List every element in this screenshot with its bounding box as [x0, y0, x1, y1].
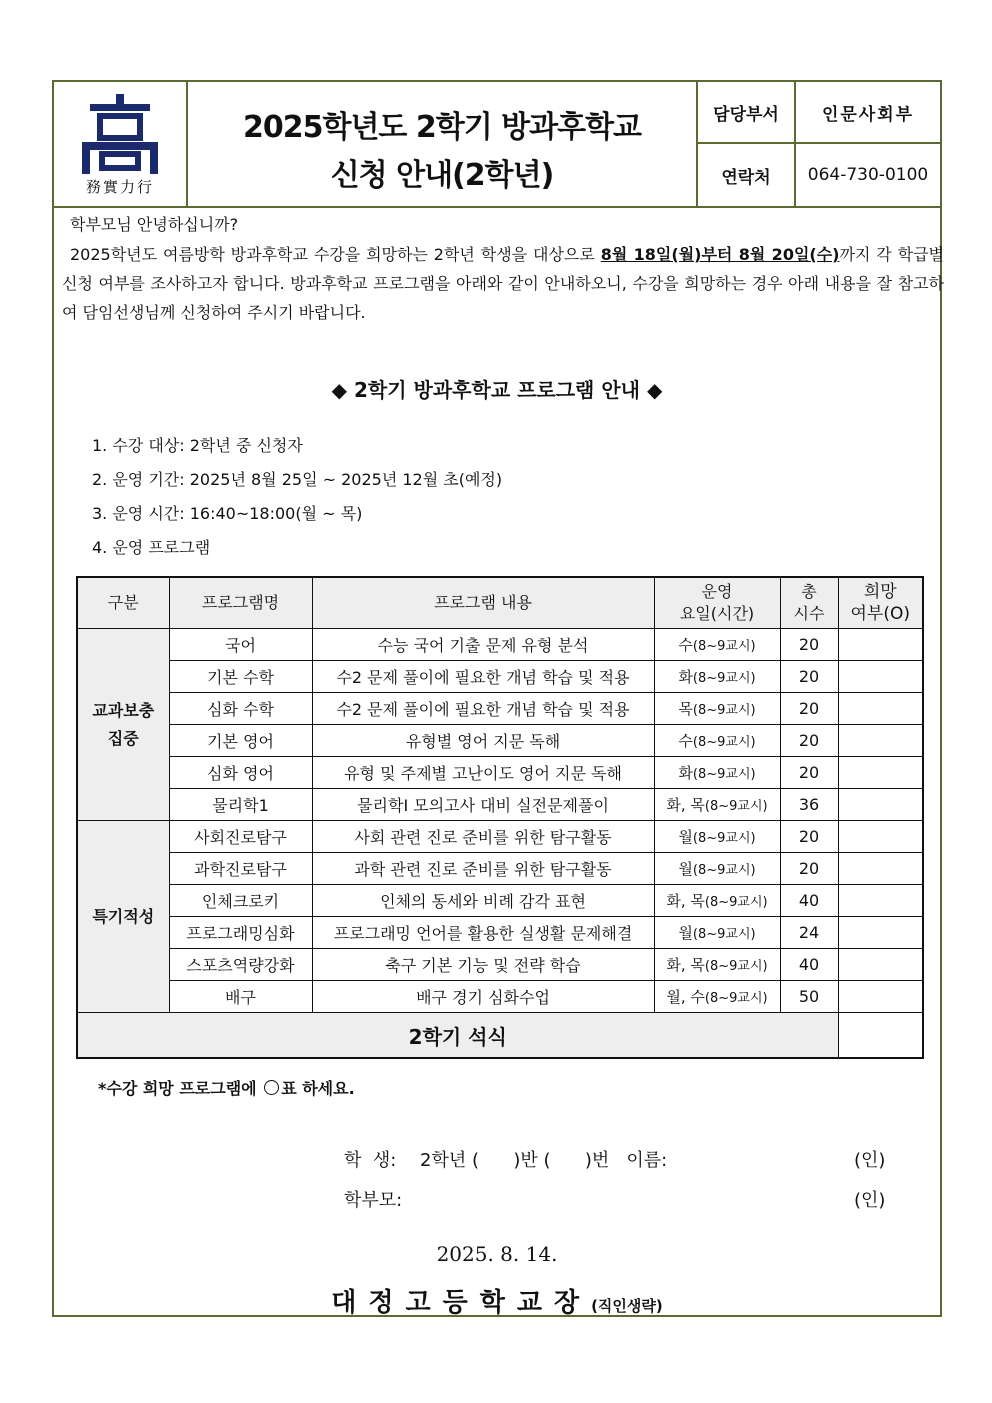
document-frame	[52, 80, 942, 1317]
program-day: 수(8~9교시)	[654, 725, 780, 757]
program-content: 과학 관련 진로 준비를 위한 탐구활동	[312, 853, 654, 885]
header-category: 구분	[77, 577, 169, 629]
table-header-row	[77, 577, 923, 629]
hope-checkbox[interactable]	[838, 661, 923, 693]
program-day: 월(8~9교시)	[654, 821, 780, 853]
program-day: 화, 목(8~9교시)	[654, 949, 780, 981]
table-row	[77, 885, 923, 917]
table-row	[77, 789, 923, 821]
dept-value: 인문사회부	[796, 82, 940, 144]
program-name: 물리학1	[169, 789, 312, 821]
program-name: 심화 수학	[169, 693, 312, 725]
table-row	[77, 949, 923, 981]
program-name: 인체크로키	[169, 885, 312, 917]
table-row	[77, 981, 923, 1013]
program-name: 과학진로탐구	[169, 853, 312, 885]
program-name: 심화 영어	[169, 757, 312, 789]
program-name: 스포츠역량강화	[169, 949, 312, 981]
list-item: 4. 운영 프로그램	[92, 538, 211, 557]
title-cell	[188, 82, 698, 206]
hope-checkbox[interactable]	[838, 917, 923, 949]
header-hope: 희망 여부(O)	[838, 577, 923, 629]
greeting: 학부모님 안녕하십니까?	[70, 215, 239, 234]
program-name: 국어	[169, 629, 312, 661]
program-content: 유형별 영어 지문 독해	[312, 725, 654, 757]
student-sign-line	[344, 1146, 667, 1172]
instruction-note: *수강 희망 프로그램에 표 하세요.	[98, 1079, 355, 1098]
hope-checkbox[interactable]	[838, 1013, 923, 1059]
hope-checkbox[interactable]	[838, 853, 923, 885]
program-hours: 40	[780, 885, 838, 917]
program-hours: 50	[780, 981, 838, 1013]
program-content: 유형 및 주제별 고난이도 영어 지문 독해	[312, 757, 654, 789]
parent-seal: (인)	[854, 1190, 886, 1211]
program-hours: 20	[780, 725, 838, 757]
contact-label: 연락처	[698, 144, 796, 206]
table-row	[77, 821, 923, 853]
program-name: 기본 수학	[169, 661, 312, 693]
program-hours: 20	[780, 661, 838, 693]
program-hours: 20	[780, 629, 838, 661]
program-day: 화(8~9교시)	[654, 661, 780, 693]
program-day: 월(8~9교시)	[654, 853, 780, 885]
seal-omitted: (직인생략)	[591, 1297, 663, 1315]
intro-paragraph	[62, 240, 944, 327]
header-day: 운영 요일(시간)	[654, 577, 780, 629]
program-content: 수능 국어 기출 문제 유형 분석	[312, 629, 654, 661]
program-name: 배구	[169, 981, 312, 1013]
dept-label: 담당부서	[698, 82, 796, 144]
program-name: 사회진로탐구	[169, 821, 312, 853]
list-item: 2. 운영 기간: 2025년 8월 25일 ~ 2025년 12월 초(예정)	[92, 470, 503, 489]
student-fill[interactable]: 2학년 ( )반 ( )번 이름:	[420, 1150, 668, 1171]
table-row	[77, 661, 923, 693]
program-hours: 40	[780, 949, 838, 981]
header-content: 프로그램 내용	[312, 577, 654, 629]
table-row	[77, 757, 923, 789]
header-hours: 총 시수	[780, 577, 838, 629]
hope-checkbox[interactable]	[838, 725, 923, 757]
hope-checkbox[interactable]	[838, 629, 923, 661]
program-day: 화(8~9교시)	[654, 757, 780, 789]
dinner-label: 2학기 석식	[77, 1013, 838, 1059]
hope-checkbox[interactable]	[838, 981, 923, 1013]
intro-text-1: 2025학년도 여름방학 방과후학교 수강을 희망하는 2학년 학생을 대상으로	[70, 245, 601, 264]
program-hours: 20	[780, 821, 838, 853]
program-content: 물리학Ⅰ 모의고사 대비 실전문제풀이	[312, 789, 654, 821]
section-title: ◆ 2학기 방과후학교 프로그램 안내 ◆	[331, 378, 663, 402]
student-seal: (인)	[854, 1150, 886, 1171]
program-content: 배구 경기 심화수업	[312, 981, 654, 1013]
program-name: 프로그래밍심화	[169, 917, 312, 949]
hope-checkbox[interactable]	[838, 693, 923, 725]
table-footer-row	[77, 1013, 923, 1059]
hope-checkbox[interactable]	[838, 821, 923, 853]
table-row	[77, 629, 923, 661]
parent-label[interactable]: 학부모:	[344, 1190, 403, 1211]
student-label: 학 생:	[344, 1150, 397, 1171]
program-hours: 24	[780, 917, 838, 949]
intro-text-2: 까지 각 학급별 신청 여부를 조사하고자 합니다. 방과후학교 프로그램을 아래와 같이 안내하오니, 수강을 희망하는 경우 아래 내용을 잘 참고하여 담임선생님께 신청하여 주시기 바랍니다.	[62, 245, 944, 322]
issue-date: 2025. 8. 14.	[436, 1242, 558, 1266]
program-day: 화, 목(8~9교시)	[654, 885, 780, 917]
program-content: 수2 문제 풀이에 필요한 개념 학습 및 적용	[312, 693, 654, 725]
table-row	[77, 917, 923, 949]
program-day: 월, 수(8~9교시)	[654, 981, 780, 1013]
application-period: 8월 18일(월)부터 8월 20일(수)	[600, 245, 840, 264]
program-content: 축구 기본 기능 및 전략 학습	[312, 949, 654, 981]
page-title-line1: 2025학년도 2학기 방과후학교	[242, 110, 642, 145]
school-name: 대정고등학교장(직인생략)	[331, 1288, 663, 1318]
hope-checkbox[interactable]	[838, 885, 923, 917]
document-header	[54, 82, 940, 208]
hope-checkbox[interactable]	[838, 789, 923, 821]
program-day: 수(8~9교시)	[654, 629, 780, 661]
program-content: 사회 관련 진로 준비를 위한 탐구활동	[312, 821, 654, 853]
program-hours: 20	[780, 757, 838, 789]
program-table	[76, 576, 924, 1059]
table-row	[77, 853, 923, 885]
hope-checkbox[interactable]	[838, 757, 923, 789]
header-name: 프로그램명	[169, 577, 312, 629]
circle-icon	[264, 1080, 279, 1095]
info-list	[92, 432, 502, 568]
program-hours: 36	[780, 789, 838, 821]
list-item: 3. 운영 시간: 16:40~18:00(월 ~ 목)	[92, 504, 363, 523]
contact-value: 064-730-0100	[807, 165, 929, 185]
school-emblem-icon	[76, 92, 164, 176]
program-content: 수2 문제 풀이에 필요한 개념 학습 및 적용	[312, 661, 654, 693]
program-day: 월(8~9교시)	[654, 917, 780, 949]
category-cell: 교과보충 집중	[77, 629, 169, 821]
school-logo	[54, 82, 188, 206]
program-name: 기본 영어	[169, 725, 312, 757]
program-content: 프로그래밍 언어를 활용한 실생활 문제해결	[312, 917, 654, 949]
page-title-line2: 신청 안내(2학년)	[330, 158, 554, 193]
table-row	[77, 725, 923, 757]
logo-motto: 務實力行	[85, 178, 154, 196]
program-content: 인체의 동세와 비례 감각 표현	[312, 885, 654, 917]
list-item: 1. 수강 대상: 2학년 중 신청자	[92, 436, 303, 455]
program-hours: 20	[780, 853, 838, 885]
program-hours: 20	[780, 693, 838, 725]
category-cell: 특기적성	[77, 821, 169, 1013]
hope-checkbox[interactable]	[838, 949, 923, 981]
table-row	[77, 693, 923, 725]
program-day: 화, 목(8~9교시)	[654, 789, 780, 821]
program-day: 목(8~9교시)	[654, 693, 780, 725]
